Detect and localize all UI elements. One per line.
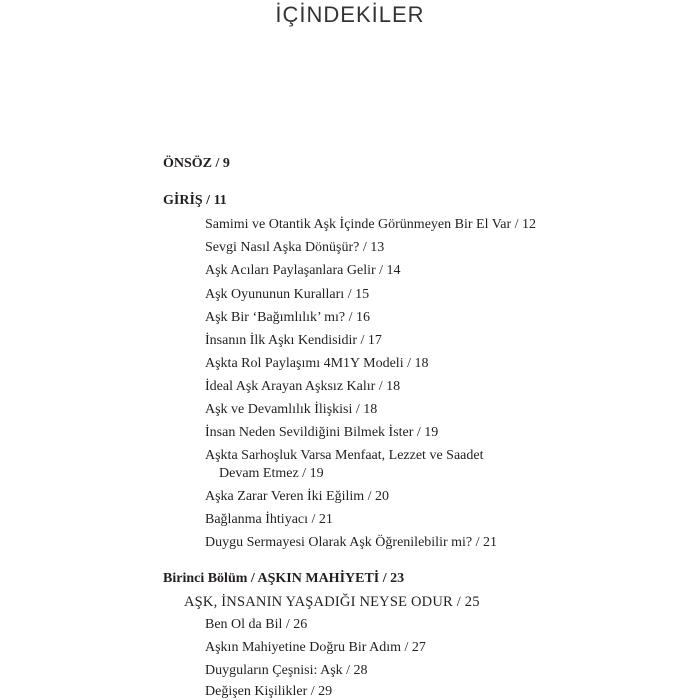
toc-item: Duygu Sermayesi Olarak Aşk Öğrenilebilir mi? / 21 (205, 535, 497, 550)
toc-item: Aşkta Sarhoşluk Varsa Menfaat, Lezzet ve Saadet (205, 448, 484, 463)
toc-item: Aşk Oyununun Kuralları / 15 (205, 287, 370, 302)
toc-item: İdeal Aşk Arayan Aşksız Kalır / 18 (205, 379, 401, 394)
toc-item: Aşk Bir ‘Bağımlılık’ mı? / 16 (205, 310, 371, 325)
toc-item: Ben Ol da Bil / 26 (205, 617, 308, 632)
toc-item-continuation: Devam Etmez / 19 (219, 466, 324, 481)
page-title: İÇİNDEKİLER (275, 2, 425, 27)
toc-item: Sevgi Nasıl Aşka Dönüşür? / 13 (205, 240, 385, 255)
toc-item: Samimi ve Otantik Aşk İçinde Görünmeyen Bir El Var / 12 (205, 217, 537, 232)
toc-item: Aşka Zarar Veren İki Eğilim / 20 (205, 489, 390, 504)
toc-item: İnsan Neden Sevildiğini Bilmek İster / 19 (205, 425, 439, 440)
toc-item: Aşk Acıları Paylaşanlara Gelir / 14 (205, 263, 401, 278)
toc-section-bolum1: Birinci Bölüm / AŞKIN MAHİYETİ / 23 (163, 571, 405, 586)
toc-item: Aşkın Mahiyetine Doğru Bir Adım / 27 (205, 640, 426, 655)
toc-item: Aşkta Rol Paylaşımı 4M1Y Modeli / 18 (205, 356, 429, 371)
toc-item: Aşk ve Devamlılık İlişkisi / 18 (205, 402, 378, 417)
toc-item: Değişen Kişilikler / 29 (205, 684, 333, 699)
toc-item: İnsanın İlk Aşkı Kendisidir / 17 (205, 333, 382, 348)
toc-subsection: AŞK, İNSANIN YAŞADIĞI NEYSE ODUR / 25 (184, 594, 480, 610)
toc-section-onsoz: ÖNSÖZ / 9 (163, 156, 230, 171)
toc-section-giris: GİRİŞ / 11 (163, 193, 227, 208)
toc-item: Bağlanma İhtiyacı / 21 (205, 512, 333, 527)
toc-item: Duyguların Çeşnisi: Aşk / 28 (205, 663, 368, 678)
